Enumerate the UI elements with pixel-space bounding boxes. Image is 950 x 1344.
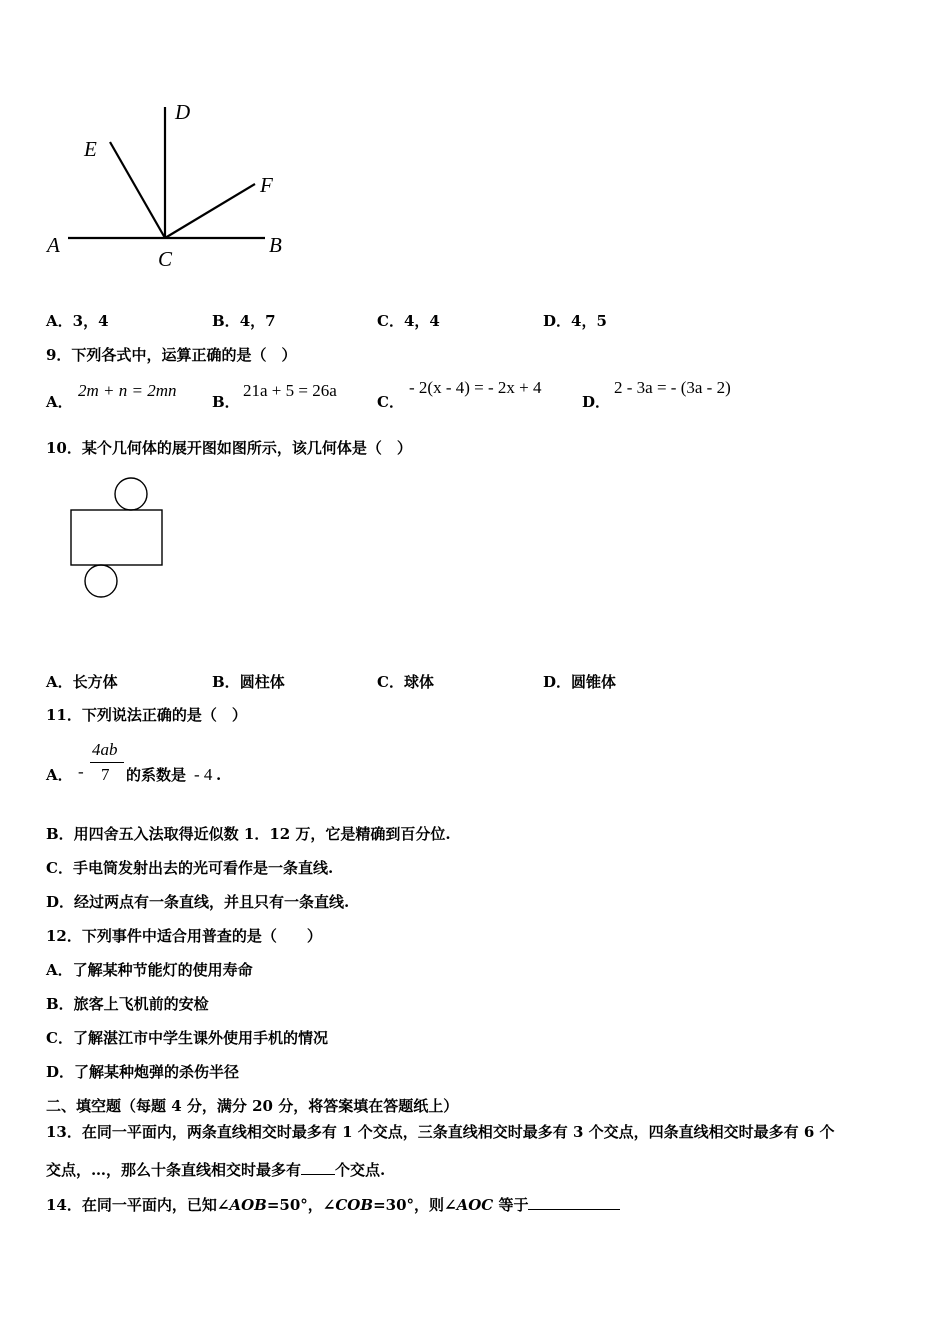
q13-line2: 交点，…，那么十条直线相交时最多有 个交点.: [46, 1161, 386, 1179]
q8-option-b: B．4，7: [212, 312, 276, 330]
q9-stem: 9．下列各式中，运算正确的是（ ）: [46, 346, 297, 364]
label-e: E: [84, 137, 97, 161]
q11-option-a-denominator: 7: [101, 765, 110, 784]
q9-option-a-expr: 2m + n = 2mn: [78, 381, 177, 400]
label-d: D: [175, 100, 191, 124]
bottom-circle: [85, 565, 117, 597]
q9-option-c-expr: - 2(x - 4) = - 2x + 4: [409, 378, 542, 397]
q11-option-c: C．手电筒发射出去的光可看作是一条直线.: [46, 859, 334, 877]
q10-option-a: A．长方体: [46, 673, 118, 691]
q10-option-d: D．圆锥体: [543, 673, 617, 691]
q10-option-c: C．球体: [377, 673, 434, 691]
angle-figure: [40, 95, 300, 275]
q11-stem: 11．下列说法正确的是（ ）: [46, 706, 247, 724]
q11-option-a-end: .: [216, 766, 222, 784]
q12-option-b: B．旅客上飞机前的安检: [46, 995, 209, 1013]
q10-stem: 10．某个几何体的展开图如图所示，该几何体是（ ）: [46, 439, 412, 457]
top-circle: [115, 478, 147, 510]
ray-cf: [165, 184, 255, 238]
q11-option-a-numerator: 4ab: [92, 740, 118, 759]
q9-option-b-expr: 21a + 5 = 26a: [243, 381, 337, 400]
q11-option-b: B．用四舍五入法取得近似数 1．12 万，它是精确到百分位.: [46, 825, 451, 843]
q11-option-a-value: - 4: [194, 765, 213, 784]
q9-option-a-label: A．: [46, 393, 73, 411]
label-c: C: [158, 247, 173, 271]
q9-option-c-label: C．: [377, 393, 404, 411]
q12-stem: 12．下列事件中适合用普查的是（ ）: [46, 927, 322, 945]
q11-option-a-label: A．: [46, 766, 73, 784]
label-b: B: [269, 233, 282, 257]
net-rectangle: [71, 510, 162, 565]
q12-option-c: C．了解湛江市中学生课外使用手机的情况: [46, 1029, 328, 1047]
q13-line1: 13．在同一平面内，两条直线相交时最多有 1 个交点，三条直线相交时最多有 3 个交点，四条直线相交时最多有 6 个: [46, 1123, 835, 1141]
label-f: F: [260, 173, 273, 197]
q8-option-a: A．3，4: [46, 312, 109, 330]
q10-option-b: B．圆柱体: [212, 673, 285, 691]
q14-line: 14．在同一平面内，已知∠AOB=50°，∠COB=30°，则∠AOC 等于: [46, 1195, 620, 1214]
q8-option-c: C．4，4: [377, 312, 440, 330]
q11-option-a-text: 的系数是: [126, 766, 187, 784]
q14-answer-blank[interactable]: [528, 1195, 620, 1210]
q11-option-d: D．经过两点有一条直线，并且只有一条直线.: [46, 893, 350, 911]
q9-option-d-label: D．: [582, 393, 611, 411]
label-a: A: [47, 233, 60, 257]
net-figure: [62, 475, 172, 600]
q13-answer-blank[interactable]: [301, 1160, 335, 1175]
q12-option-d: D．了解某种炮弹的杀伤半径: [46, 1063, 240, 1081]
q9-option-d-expr: 2 - 3a = - (3a - 2): [614, 378, 731, 397]
ray-ce: [110, 142, 165, 238]
q11-option-a-minus: -: [78, 762, 84, 781]
q12-option-a: A．了解某种节能灯的使用寿命: [46, 961, 253, 979]
section-title: 二、填空题（每题 4 分，满分 20 分，将答案填在答题纸上）: [46, 1097, 459, 1115]
fraction-bar: [90, 762, 124, 763]
q8-option-d: D．4，5: [543, 312, 607, 330]
q9-option-b-label: B．: [212, 393, 240, 411]
